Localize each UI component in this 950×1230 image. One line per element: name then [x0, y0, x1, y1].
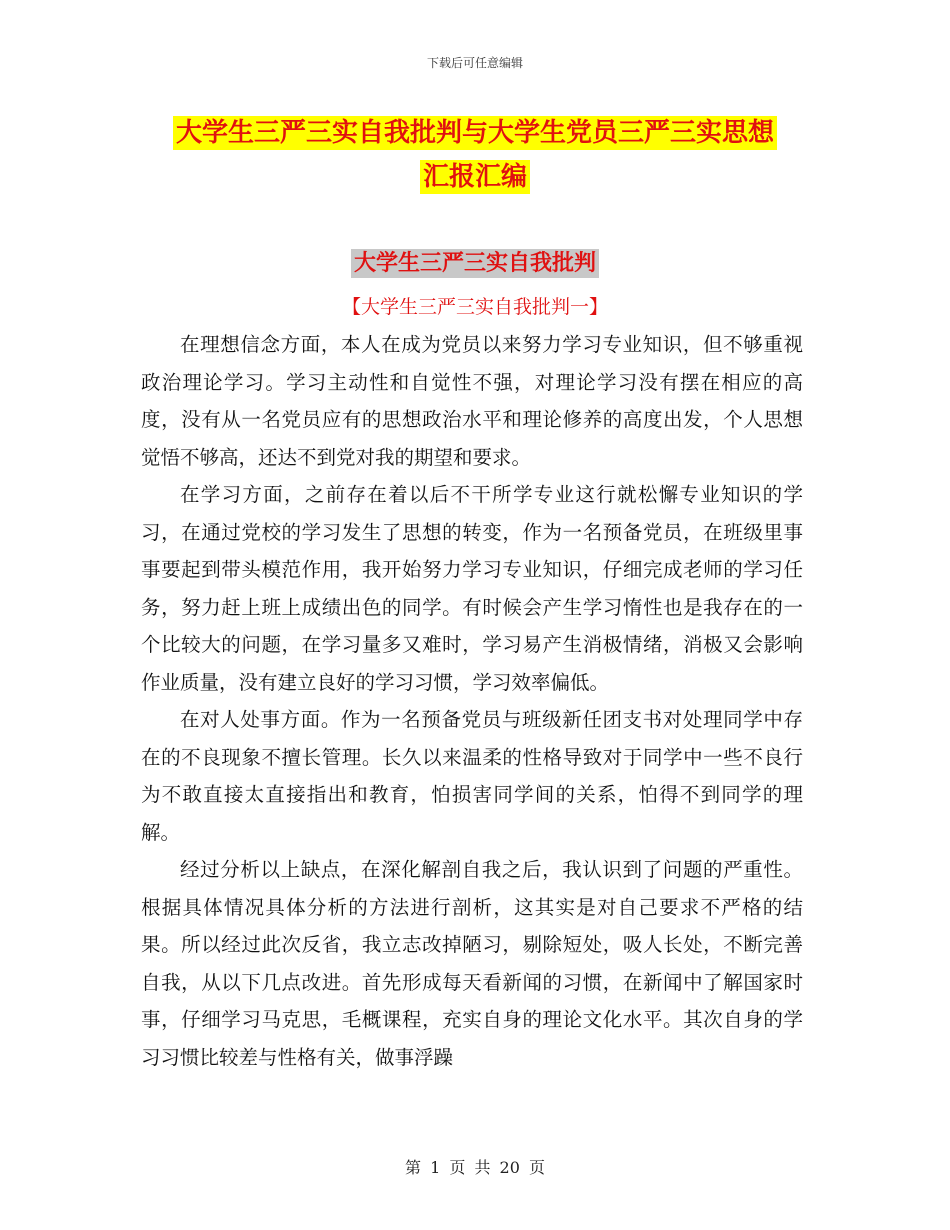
header-note: 下载后可任意编辑 — [426, 56, 523, 70]
paragraph-2: 在学习方面，之前存在着以后不干所学专业这行就松懈专业知识的学习，在通过党校的学习发生了思想的转变，作为一名预备党员，在班级里事事要起到带头模范作用，我开始努力学习专业知识，仔细完成老师的学习任务，努力赶上班上成绩出色的同学。有时候会产生学习惰性也是我存在的一个比较大的问题，在学习量多又难时，学习易产生消极情绪，消极又会影响作业质量，没有建立良好的学习习惯，学习效率偏低。 — [141, 483, 803, 694]
sub-heading: 【大学生三严三实自我批判一】 — [341, 296, 608, 318]
page-number: 第 1 页 共 20 页 — [405, 1158, 545, 1177]
body-text — [141, 326, 803, 1076]
paragraph-4: 经过分析以上缺点，在深化解剖自我之后，我认识到了问题的严重性。根据具体情况具体分析的方法进行剖析，这其实是对自己要求不严格的结果。所以经过此次反省，我立志改掉陋习，剔除短处，吸人长处，不断完善自我，从以下几点改进。首先形成每天看新闻的习惯，在新闻中了解国家时事，仔细学习马克思，毛概课程，充实自身的理论文化水平。其次自身的学习习惯比较差与性格有关，做事浮躁 — [141, 858, 803, 1069]
paragraph-1: 在理想信念方面，本人在成为党员以来努力学习专业知识，但不够重视政治理论学习。学习主动性和自觉性不强，对理论学习没有摆在相应的高度，没有从一名党员应有的思想政治水平和理论修养的高度出发，个人思想觉悟不够高，还达不到党对我的期望和要求。 — [141, 333, 803, 469]
document-title-line-1-text: 大学生三严三实自我批判与大学生党员三严三实思想 — [173, 116, 777, 150]
section-heading-text: 大学生三严三实自我批判 — [351, 249, 599, 278]
document-title-line-1 — [140, 112, 810, 149]
paragraph-3: 在对人处事方面。作为一名预备党员与班级新任团支书对处理同学中存在的不良现象不擅长管理。长久以来温柔的性格导致对于同学中一些不良行为不敢直接太直接指出和教育，怕损害同学间的关系，怕得不到同学的理解。 — [141, 708, 803, 844]
document-title-line-2-text: 汇报汇编 — [420, 160, 530, 194]
document-title-line-2 — [140, 156, 810, 193]
section-heading — [0, 246, 950, 277]
